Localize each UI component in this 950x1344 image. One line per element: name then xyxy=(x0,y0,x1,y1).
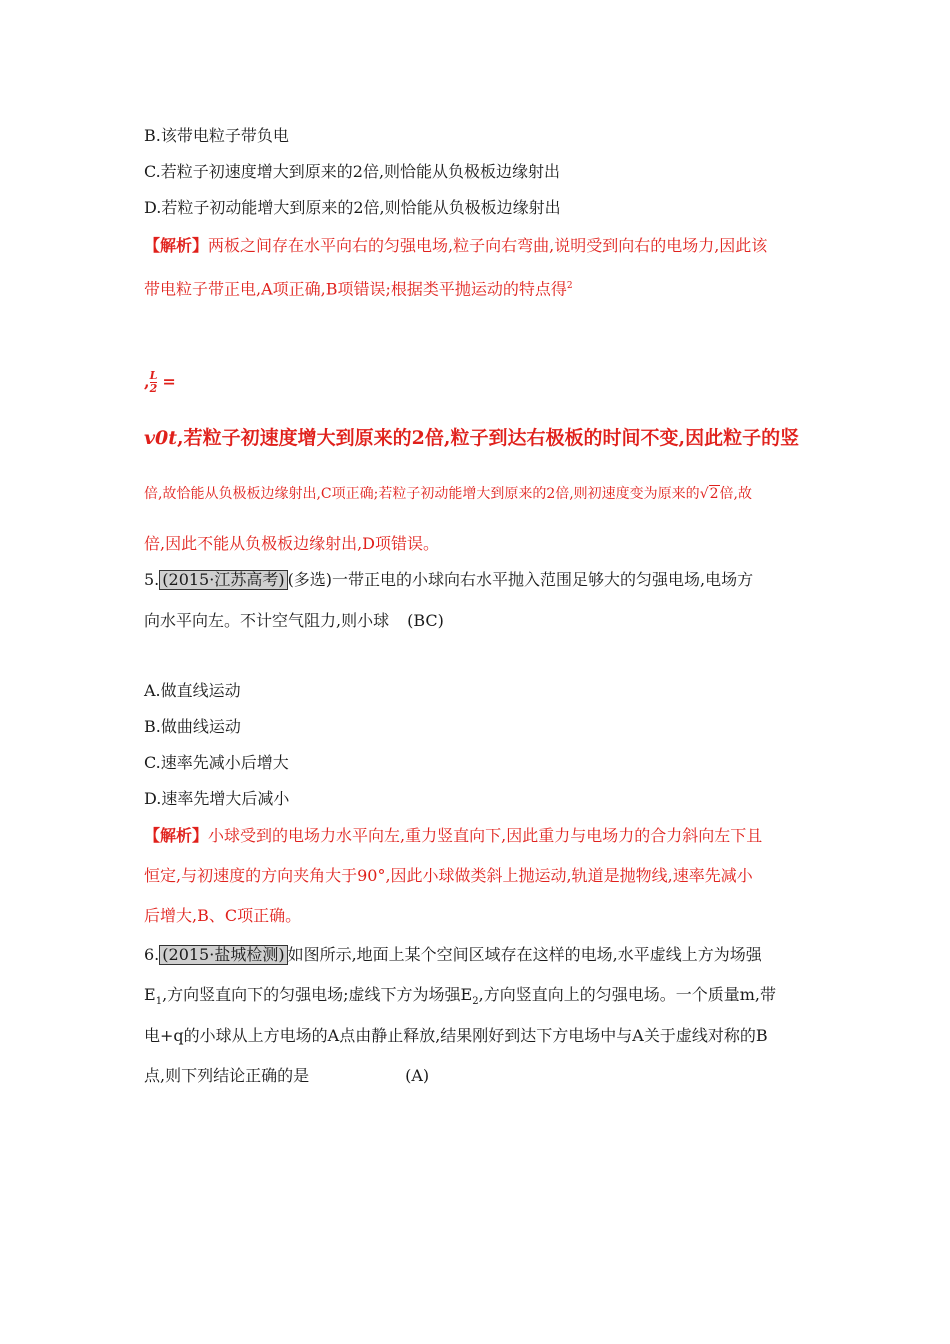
sqrt-radicand: 2 xyxy=(709,486,719,502)
q5-stem-line-2 xyxy=(144,611,444,631)
q4-analysis-line-5 xyxy=(144,484,752,504)
answer-label: (BC) xyxy=(407,611,444,630)
q6-stem-line-1 xyxy=(144,945,762,965)
q4-analysis-line-4 xyxy=(144,428,799,448)
q6-stem-line-4 xyxy=(144,1066,429,1086)
question-number: 5. xyxy=(144,570,160,589)
question-text: (多选)一带正电的小球向右水平抛入范围足够大的匀强电场,电场方 xyxy=(287,570,754,589)
q5-stem-line-1 xyxy=(144,570,753,590)
q5-option-d: D.速率先增大后减小 xyxy=(144,789,290,808)
source-badge: (2015·江苏高考) xyxy=(159,570,287,590)
q4-option-c: C.若粒子初速度增大到原来的2倍,则恰能从负极板边缘射出 xyxy=(144,162,561,181)
q4-option-b: B.该带电粒子带负电 xyxy=(144,126,289,145)
analysis-text: ,若粒子初速度增大到原来的2倍,粒子到达右极板的时间不变,因此粒子的竖 xyxy=(177,427,800,449)
q4-analysis-line-1 xyxy=(144,236,767,256)
analysis-tag: 【解析】 xyxy=(144,236,209,255)
question-number: 6. xyxy=(144,945,160,964)
q4-option-d: D.若粒子初动能增大到原来的2倍,则恰能从负极板边缘射出 xyxy=(144,198,561,217)
q5-option-c: C.速率先减小后增大 xyxy=(144,753,289,772)
formula-v0t: v0t xyxy=(144,427,178,449)
q5-analysis-line-2: 恒定,与初速度的方向夹角大于90°,因此小球做类斜上抛运动,轨道是抛物线,速率先减小 xyxy=(144,866,753,885)
q5-analysis-line-3: 后增大,B、C项正确。 xyxy=(144,906,302,925)
q5-option-b: B.做曲线运动 xyxy=(144,717,241,736)
analysis-text: 两板之间存在水平向右的匀强电场,粒子向右弯曲,说明受到向右的电场力,因此该 xyxy=(208,236,768,255)
question-text: 点,则下列结论正确的是 xyxy=(144,1066,310,1085)
q6-stem-line-2 xyxy=(144,985,776,1012)
equals-sign: = xyxy=(162,372,176,391)
sqrt-2: √2 xyxy=(699,486,719,502)
q6-stem-line-3: 电+q的小球从上方电场的A点由静止释放,结果刚好到达下方电场中与A关于虚线对称的B xyxy=(144,1026,768,1045)
analysis-tag: 【解析】 xyxy=(144,826,209,845)
q5-analysis-line-1 xyxy=(144,826,762,846)
superscript: 2 xyxy=(566,281,573,291)
answer-label: (A) xyxy=(405,1066,430,1085)
question-text: 如图所示,地面上某个空间区域存在这样的电场,水平虚线上方为场强 xyxy=(287,945,762,964)
q4-analysis-line-6: 倍,因此不能从负极板边缘射出,D项错误。 xyxy=(144,534,440,553)
question-text: 向水平向左。不计空气阻力,则小球 xyxy=(144,611,390,630)
comma: , xyxy=(144,372,150,391)
analysis-text: 小球受到的电场力水平向左,重力竖直向下,因此重力与电场力的合力斜向左下且 xyxy=(208,826,763,845)
q4-fraction-line xyxy=(144,370,176,395)
subscript: 1 xyxy=(155,996,163,1008)
analysis-text: 带电粒子带正电,A项正确,B项错误;根据类平抛运动的特点得 xyxy=(144,279,567,299)
analysis-text: 倍,故恰能从负极板边缘射出,C项正确;若粒子初动能增大到原来的2倍,则初速度变为原来的 xyxy=(144,486,700,502)
symbol-e: E xyxy=(144,985,156,1004)
source-badge: (2015·盐城检测) xyxy=(159,945,287,965)
q5-option-a: A.做直线运动 xyxy=(144,681,241,700)
question-text: ,方向竖直向下的匀强电场;虚线下方为场强E xyxy=(162,985,473,1004)
fraction-numerator: L xyxy=(149,369,158,382)
analysis-text: 倍,故 xyxy=(719,486,752,502)
question-text: ,方向竖直向上的匀强电场。一个质量m,带 xyxy=(478,985,776,1004)
subscript: 2 xyxy=(472,996,479,1008)
fraction-l-over-2 xyxy=(150,370,158,395)
q4-analysis-line-2 xyxy=(144,276,573,299)
fraction-denominator: 2 xyxy=(149,382,158,395)
